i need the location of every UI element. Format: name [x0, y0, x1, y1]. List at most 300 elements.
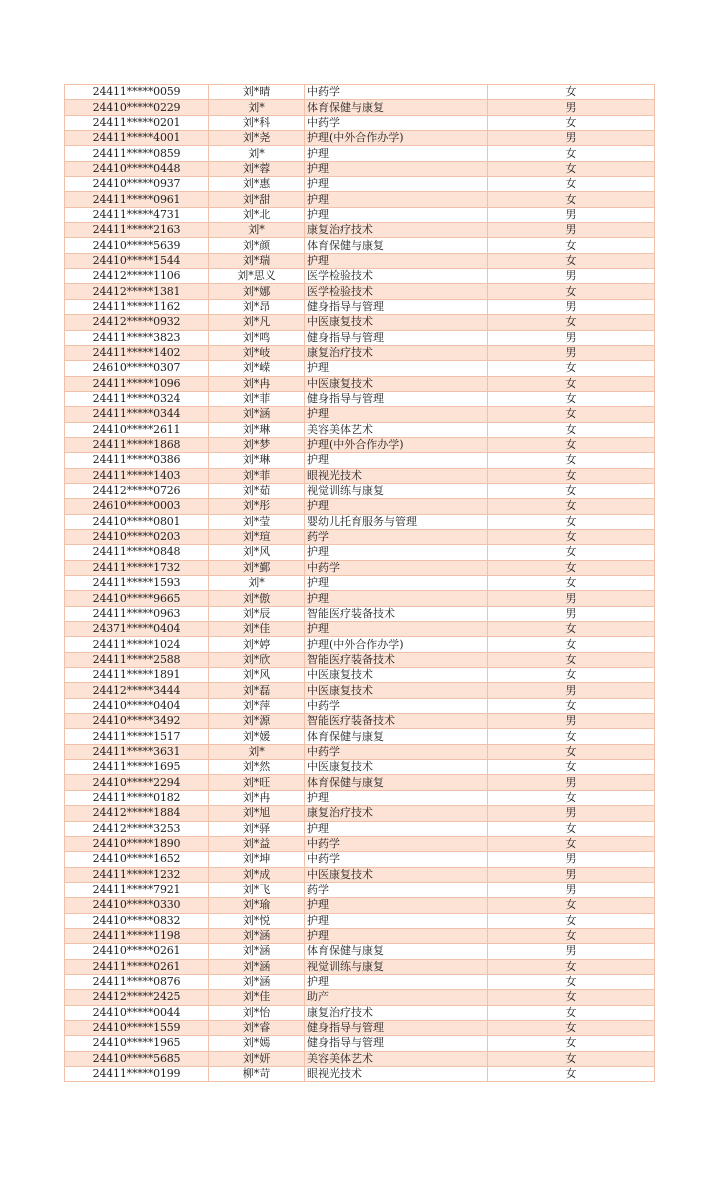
student-name-cell: 刘*尧	[209, 131, 305, 146]
table-row	[65, 591, 655, 606]
table-row	[65, 668, 655, 683]
student-name-cell: 刘*梦	[209, 437, 305, 452]
major-cell: 视觉训练与康复	[305, 959, 488, 974]
major-cell: 中医康复技术	[305, 668, 488, 683]
student-name-cell: 刘*科	[209, 115, 305, 130]
student-name-cell: 刘*妍	[209, 1051, 305, 1066]
table-row	[65, 1005, 655, 1020]
student-name-cell: 刘*旺	[209, 775, 305, 790]
table-row	[65, 207, 655, 222]
major-cell: 康复治疗技术	[305, 806, 488, 821]
gender-cell: 女	[488, 407, 655, 422]
student-id-cell: 24412*****2425	[65, 990, 209, 1005]
table-row	[65, 913, 655, 928]
student-name-cell: 刘*涵	[209, 928, 305, 943]
major-cell: 护理	[305, 974, 488, 989]
student-name-cell: 刘*涵	[209, 959, 305, 974]
major-cell: 护理	[305, 207, 488, 222]
gender-cell: 女	[488, 361, 655, 376]
gender-cell: 男	[488, 100, 655, 115]
student-id-cell: 24410*****1890	[65, 836, 209, 851]
student-name-cell: 刘*嵘	[209, 361, 305, 376]
gender-cell: 女	[488, 928, 655, 943]
table-row	[65, 698, 655, 713]
student-name-cell: 刘*萍	[209, 698, 305, 713]
table-row	[65, 391, 655, 406]
student-name-cell: 刘*飞	[209, 882, 305, 897]
student-id-cell: 24411*****0344	[65, 407, 209, 422]
student-name-cell: 刘*傲	[209, 591, 305, 606]
gender-cell: 女	[488, 238, 655, 253]
table-row	[65, 100, 655, 115]
major-cell: 护理	[305, 407, 488, 422]
student-name-cell: 刘*	[209, 146, 305, 161]
table-row	[65, 1036, 655, 1051]
gender-cell: 女	[488, 990, 655, 1005]
table-row	[65, 576, 655, 591]
student-name-cell: 刘*	[209, 100, 305, 115]
gender-cell: 女	[488, 560, 655, 575]
table-row	[65, 1067, 655, 1082]
major-cell: 护理	[305, 499, 488, 514]
major-cell: 护理	[305, 192, 488, 207]
student-name-cell: 刘*瑄	[209, 529, 305, 544]
gender-cell: 男	[488, 944, 655, 959]
table-row	[65, 714, 655, 729]
student-id-cell: 24411*****1402	[65, 345, 209, 360]
student-name-cell: 刘*源	[209, 714, 305, 729]
student-name-cell: 刘*瑜	[209, 898, 305, 913]
student-name-cell: 刘*风	[209, 545, 305, 560]
student-name-cell: 刘*涵	[209, 407, 305, 422]
student-name-cell: 柳*苛	[209, 1067, 305, 1082]
student-id-cell: 24411*****0261	[65, 959, 209, 974]
student-table	[64, 84, 655, 1082]
student-id-cell: 24410*****0044	[65, 1005, 209, 1020]
student-id-cell: 24410*****1559	[65, 1020, 209, 1035]
student-name-cell: 刘*成	[209, 867, 305, 882]
student-name-cell: 刘*旭	[209, 806, 305, 821]
major-cell: 美容美体艺术	[305, 422, 488, 437]
table-row	[65, 652, 655, 667]
student-name-cell: 刘*甜	[209, 192, 305, 207]
student-id-cell: 24371*****0404	[65, 622, 209, 637]
major-cell: 眼视光技术	[305, 1067, 488, 1082]
gender-cell: 女	[488, 974, 655, 989]
student-id-cell: 24410*****1965	[65, 1036, 209, 1051]
student-id-cell: 24411*****1024	[65, 637, 209, 652]
gender-cell: 女	[488, 1005, 655, 1020]
student-id-cell: 24411*****7921	[65, 882, 209, 897]
major-cell: 体育保健与康复	[305, 729, 488, 744]
gender-cell: 女	[488, 637, 655, 652]
gender-cell: 女	[488, 514, 655, 529]
student-id-cell: 24411*****2163	[65, 223, 209, 238]
major-cell: 中医康复技术	[305, 760, 488, 775]
table-row	[65, 253, 655, 268]
gender-cell: 男	[488, 606, 655, 621]
student-name-cell: 刘*茹	[209, 483, 305, 498]
major-cell: 康复治疗技术	[305, 1005, 488, 1020]
student-id-cell: 24410*****0330	[65, 898, 209, 913]
student-name-cell: 刘*莹	[209, 514, 305, 529]
gender-cell: 女	[488, 1036, 655, 1051]
table-row	[65, 622, 655, 637]
student-name-cell: 刘*驿	[209, 821, 305, 836]
gender-cell: 女	[488, 468, 655, 483]
table-row	[65, 990, 655, 1005]
student-name-cell: 刘*北	[209, 207, 305, 222]
student-name-cell: 刘*鄞	[209, 560, 305, 575]
table-row	[65, 483, 655, 498]
table-row	[65, 790, 655, 805]
major-cell: 护理	[305, 790, 488, 805]
student-id-cell: 24410*****0832	[65, 913, 209, 928]
student-list-sheet	[64, 84, 650, 1082]
student-id-cell: 24411*****0182	[65, 790, 209, 805]
gender-cell: 女	[488, 744, 655, 759]
table-row	[65, 836, 655, 851]
major-cell: 健身指导与管理	[305, 1036, 488, 1051]
major-cell: 护理	[305, 898, 488, 913]
major-cell: 康复治疗技术	[305, 345, 488, 360]
table-row	[65, 131, 655, 146]
table-row	[65, 146, 655, 161]
gender-cell: 女	[488, 898, 655, 913]
gender-cell: 男	[488, 591, 655, 606]
table-row	[65, 499, 655, 514]
student-id-cell: 24412*****0726	[65, 483, 209, 498]
table-row	[65, 453, 655, 468]
table-row	[65, 529, 655, 544]
student-name-cell: 刘*凡	[209, 315, 305, 330]
table-row	[65, 974, 655, 989]
student-name-cell: 刘*菲	[209, 468, 305, 483]
student-name-cell: 刘*颜	[209, 238, 305, 253]
gender-cell: 女	[488, 576, 655, 591]
gender-cell: 男	[488, 714, 655, 729]
student-name-cell: 刘*冉	[209, 376, 305, 391]
table-row	[65, 775, 655, 790]
table-row	[65, 376, 655, 391]
major-cell: 护理	[305, 913, 488, 928]
student-name-cell: 刘*彤	[209, 499, 305, 514]
gender-cell: 女	[488, 652, 655, 667]
student-id-cell: 24412*****3253	[65, 821, 209, 836]
student-table-body	[65, 85, 655, 1082]
student-name-cell: 刘*	[209, 223, 305, 238]
gender-cell: 女	[488, 437, 655, 452]
major-cell: 健身指导与管理	[305, 1020, 488, 1035]
table-row	[65, 729, 655, 744]
major-cell: 护理	[305, 821, 488, 836]
student-name-cell: 刘*悦	[209, 913, 305, 928]
student-id-cell: 24410*****1544	[65, 253, 209, 268]
gender-cell: 男	[488, 683, 655, 698]
major-cell: 中药学	[305, 85, 488, 100]
gender-cell: 女	[488, 253, 655, 268]
table-row	[65, 115, 655, 130]
gender-cell: 女	[488, 391, 655, 406]
table-row	[65, 806, 655, 821]
student-id-cell: 24411*****0848	[65, 545, 209, 560]
student-id-cell: 24410*****0801	[65, 514, 209, 529]
gender-cell: 女	[488, 146, 655, 161]
gender-cell: 男	[488, 330, 655, 345]
gender-cell: 女	[488, 668, 655, 683]
table-row	[65, 1020, 655, 1035]
major-cell: 中药学	[305, 836, 488, 851]
major-cell: 护理(中外合作办学)	[305, 637, 488, 652]
student-id-cell: 24411*****1517	[65, 729, 209, 744]
student-name-cell: 刘*岐	[209, 345, 305, 360]
major-cell: 护理	[305, 361, 488, 376]
student-id-cell: 24411*****1891	[65, 668, 209, 683]
student-name-cell: 刘*昂	[209, 299, 305, 314]
table-row	[65, 821, 655, 836]
student-name-cell: 刘*	[209, 744, 305, 759]
table-row	[65, 361, 655, 376]
student-id-cell: 24410*****2294	[65, 775, 209, 790]
gender-cell: 女	[488, 729, 655, 744]
student-id-cell: 24411*****1198	[65, 928, 209, 943]
gender-cell: 男	[488, 269, 655, 284]
student-id-cell: 24411*****0324	[65, 391, 209, 406]
table-row	[65, 161, 655, 176]
student-name-cell: 刘*琳	[209, 453, 305, 468]
student-id-cell: 24411*****0876	[65, 974, 209, 989]
student-id-cell: 24410*****0448	[65, 161, 209, 176]
table-row	[65, 928, 655, 943]
major-cell: 智能医疗装备技术	[305, 714, 488, 729]
major-cell: 美容美体艺术	[305, 1051, 488, 1066]
gender-cell: 女	[488, 529, 655, 544]
table-row	[65, 284, 655, 299]
gender-cell: 女	[488, 284, 655, 299]
major-cell: 护理	[305, 146, 488, 161]
gender-cell: 男	[488, 882, 655, 897]
table-row	[65, 223, 655, 238]
student-id-cell: 24411*****0199	[65, 1067, 209, 1082]
student-name-cell: 刘*晴	[209, 85, 305, 100]
gender-cell: 男	[488, 223, 655, 238]
student-id-cell: 24411*****1868	[65, 437, 209, 452]
table-row	[65, 422, 655, 437]
student-name-cell: 刘*睿	[209, 1020, 305, 1035]
major-cell: 智能医疗装备技术	[305, 652, 488, 667]
student-id-cell: 24412*****1381	[65, 284, 209, 299]
major-cell: 护理	[305, 161, 488, 176]
student-id-cell: 24410*****5639	[65, 238, 209, 253]
student-id-cell: 24411*****1593	[65, 576, 209, 591]
major-cell: 中医康复技术	[305, 315, 488, 330]
major-cell: 体育保健与康复	[305, 944, 488, 959]
table-row	[65, 959, 655, 974]
major-cell: 中医康复技术	[305, 376, 488, 391]
student-id-cell: 24410*****1652	[65, 852, 209, 867]
gender-cell: 男	[488, 867, 655, 882]
student-id-cell: 24411*****0961	[65, 192, 209, 207]
student-id-cell: 24411*****0963	[65, 606, 209, 621]
student-name-cell: 刘*菲	[209, 391, 305, 406]
gender-cell: 女	[488, 177, 655, 192]
major-cell: 健身指导与管理	[305, 330, 488, 345]
student-name-cell: 刘*思义	[209, 269, 305, 284]
student-id-cell: 24410*****2611	[65, 422, 209, 437]
student-id-cell: 24411*****0859	[65, 146, 209, 161]
table-row	[65, 192, 655, 207]
gender-cell: 男	[488, 345, 655, 360]
major-cell: 护理	[305, 545, 488, 560]
major-cell: 护理	[305, 453, 488, 468]
major-cell: 中药学	[305, 560, 488, 575]
student-name-cell: 刘*琳	[209, 422, 305, 437]
major-cell: 医学检验技术	[305, 269, 488, 284]
gender-cell: 男	[488, 806, 655, 821]
table-row	[65, 407, 655, 422]
student-name-cell: 刘*益	[209, 836, 305, 851]
student-name-cell: 刘*嫣	[209, 1036, 305, 1051]
gender-cell: 男	[488, 852, 655, 867]
major-cell: 健身指导与管理	[305, 299, 488, 314]
table-row	[65, 637, 655, 652]
table-row	[65, 852, 655, 867]
table-row	[65, 560, 655, 575]
student-name-cell: 刘*佳	[209, 622, 305, 637]
student-id-cell: 24412*****1106	[65, 269, 209, 284]
student-id-cell: 24411*****1232	[65, 867, 209, 882]
student-name-cell: 刘*媛	[209, 729, 305, 744]
table-row	[65, 1051, 655, 1066]
student-id-cell: 24410*****5685	[65, 1051, 209, 1066]
gender-cell: 女	[488, 376, 655, 391]
student-id-cell: 24610*****0307	[65, 361, 209, 376]
major-cell: 体育保健与康复	[305, 775, 488, 790]
major-cell: 健身指导与管理	[305, 391, 488, 406]
student-name-cell: 刘*鸣	[209, 330, 305, 345]
student-id-cell: 24411*****4731	[65, 207, 209, 222]
table-row	[65, 330, 655, 345]
table-row	[65, 760, 655, 775]
student-name-cell: 刘*然	[209, 760, 305, 775]
gender-cell: 女	[488, 545, 655, 560]
major-cell: 护理(中外合作办学)	[305, 131, 488, 146]
student-id-cell: 24410*****0261	[65, 944, 209, 959]
student-id-cell: 24610*****0003	[65, 499, 209, 514]
table-row	[65, 437, 655, 452]
major-cell: 药学	[305, 529, 488, 544]
major-cell: 眼视光技术	[305, 468, 488, 483]
student-id-cell: 24411*****3631	[65, 744, 209, 759]
table-row	[65, 85, 655, 100]
student-name-cell: 刘*欣	[209, 652, 305, 667]
major-cell: 中医康复技术	[305, 867, 488, 882]
student-name-cell: 刘*涵	[209, 944, 305, 959]
gender-cell: 女	[488, 483, 655, 498]
major-cell: 康复治疗技术	[305, 223, 488, 238]
table-row	[65, 468, 655, 483]
student-id-cell: 24410*****0229	[65, 100, 209, 115]
student-name-cell: 刘*惠	[209, 177, 305, 192]
table-row	[65, 606, 655, 621]
gender-cell: 女	[488, 85, 655, 100]
student-name-cell: 刘*瑞	[209, 253, 305, 268]
gender-cell: 男	[488, 207, 655, 222]
major-cell: 中药学	[305, 698, 488, 713]
gender-cell: 男	[488, 775, 655, 790]
major-cell: 护理	[305, 928, 488, 943]
gender-cell: 女	[488, 836, 655, 851]
table-row	[65, 744, 655, 759]
student-id-cell: 24411*****1096	[65, 376, 209, 391]
table-row	[65, 345, 655, 360]
table-row	[65, 269, 655, 284]
major-cell: 护理	[305, 622, 488, 637]
student-id-cell: 24410*****3492	[65, 714, 209, 729]
student-id-cell: 24410*****0404	[65, 698, 209, 713]
student-name-cell: 刘*佳	[209, 990, 305, 1005]
student-name-cell: 刘*冉	[209, 790, 305, 805]
table-row	[65, 514, 655, 529]
major-cell: 护理	[305, 591, 488, 606]
major-cell: 智能医疗装备技术	[305, 606, 488, 621]
student-name-cell: 刘*涵	[209, 974, 305, 989]
table-row	[65, 545, 655, 560]
table-row	[65, 177, 655, 192]
student-id-cell: 24411*****1695	[65, 760, 209, 775]
student-id-cell: 24412*****1884	[65, 806, 209, 821]
major-cell: 中药学	[305, 852, 488, 867]
table-row	[65, 238, 655, 253]
student-id-cell: 24410*****0203	[65, 529, 209, 544]
student-name-cell: 刘*怡	[209, 1005, 305, 1020]
gender-cell: 女	[488, 821, 655, 836]
gender-cell: 女	[488, 315, 655, 330]
student-id-cell: 24411*****1162	[65, 299, 209, 314]
table-row	[65, 315, 655, 330]
major-cell: 中药学	[305, 744, 488, 759]
gender-cell: 女	[488, 790, 655, 805]
major-cell: 医学检验技术	[305, 284, 488, 299]
gender-cell: 女	[488, 959, 655, 974]
student-name-cell: 刘*蓉	[209, 161, 305, 176]
gender-cell: 男	[488, 131, 655, 146]
student-id-cell: 24411*****1403	[65, 468, 209, 483]
student-id-cell: 24411*****3823	[65, 330, 209, 345]
table-row	[65, 882, 655, 897]
gender-cell: 女	[488, 1020, 655, 1035]
student-name-cell: 刘*磊	[209, 683, 305, 698]
major-cell: 药学	[305, 882, 488, 897]
table-row	[65, 683, 655, 698]
student-id-cell: 24411*****0386	[65, 453, 209, 468]
gender-cell: 女	[488, 913, 655, 928]
gender-cell: 女	[488, 499, 655, 514]
student-id-cell: 24411*****0059	[65, 85, 209, 100]
table-row	[65, 898, 655, 913]
table-row	[65, 944, 655, 959]
student-name-cell: 刘*婷	[209, 637, 305, 652]
student-id-cell: 24411*****4001	[65, 131, 209, 146]
major-cell: 体育保健与康复	[305, 100, 488, 115]
gender-cell: 男	[488, 299, 655, 314]
student-id-cell: 24411*****1732	[65, 560, 209, 575]
student-name-cell: 刘*	[209, 576, 305, 591]
major-cell: 中药学	[305, 115, 488, 130]
gender-cell: 女	[488, 1051, 655, 1066]
student-id-cell: 24411*****0201	[65, 115, 209, 130]
major-cell: 中医康复技术	[305, 683, 488, 698]
